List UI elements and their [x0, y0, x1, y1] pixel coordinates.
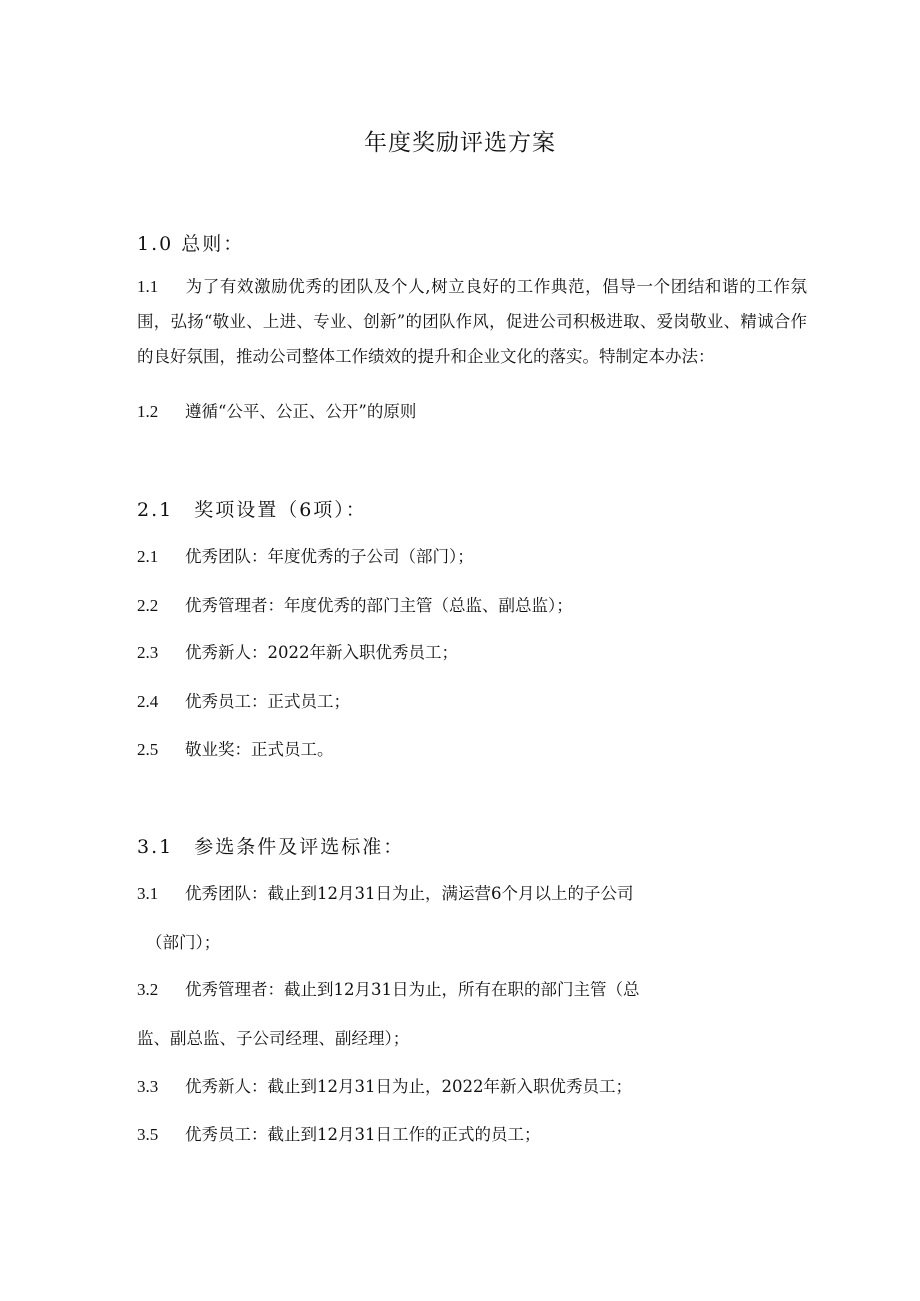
- item-number: 2.2: [137, 596, 159, 615]
- criteria-item: [137, 880, 634, 904]
- criteria-item: [137, 976, 640, 1000]
- item-number: 3.5: [137, 1125, 159, 1144]
- item-text: 优秀员工：截止到12月31日工作的正式的员工；: [185, 1125, 541, 1144]
- criteria-item: [137, 1121, 541, 1145]
- award-item: [137, 543, 474, 567]
- item-number: 3.3: [137, 1077, 159, 1096]
- award-item: [137, 688, 350, 712]
- award-item: [137, 592, 573, 616]
- criteria-item: [137, 1073, 632, 1097]
- item-number: 2.5: [137, 740, 159, 759]
- item-text: 优秀新人：截止到12月31日为止，2022年新入职优秀员工；: [185, 1077, 632, 1096]
- item-text: 遵循“公平、公正、公开”的原则: [185, 402, 417, 421]
- item-number: 2.4: [137, 692, 159, 711]
- paragraph-1-2: [137, 398, 416, 422]
- item-text: 优秀新人：2022年新入职优秀员工；: [185, 643, 458, 662]
- item-number: 1.1: [137, 277, 159, 296]
- item-text: 优秀员工：正式员工；: [185, 692, 350, 711]
- item-text: 优秀管理者：截止到12月31日为止，所有在职的部门主管（总: [185, 980, 640, 999]
- award-item: [137, 639, 458, 663]
- section-heading-criteria: 3.1 参选条件及评选标准：: [137, 836, 405, 858]
- item-text: 优秀团队：截止到12月31日为止，满运营6个月以上的子公司: [185, 884, 634, 903]
- criteria-item-continuation: 监、副总监、子公司经理、副经理）；: [137, 1029, 410, 1048]
- item-number: 3.2: [137, 980, 159, 999]
- section-heading-general: 1.0 总则：: [137, 233, 245, 255]
- item-number: 2.1: [137, 547, 159, 566]
- document-title: 年度奖励评选方案: [364, 130, 556, 156]
- criteria-item-continuation: （部门）；: [146, 933, 221, 952]
- item-number: 3.1: [137, 884, 159, 903]
- item-text: 优秀团队：年度优秀的子公司（部门）；: [185, 547, 474, 566]
- item-text: 敬业奖：正式员工。: [185, 740, 334, 759]
- item-number: 2.3: [137, 643, 159, 662]
- item-text: 优秀管理者：年度优秀的部门主管（总监、副总监）；: [185, 596, 573, 615]
- item-text: 为了有效激励优秀的团队及个人,树立良好的工作典范，倡导一个团结和谐的工作氛围，弘扬“敬业、上进、专业、创新”的团队作风，促进公司积极进取、爱岗敬业、精诚合作的良好氛围，推动公司整体工作绩效的提升和企业文化的落实。特制定本办法：: [137, 277, 807, 366]
- paragraph-1-1: [137, 269, 807, 374]
- award-item: [137, 736, 334, 760]
- item-number: 1.2: [137, 402, 159, 421]
- section-heading-awards: 2.1 奖项设置（6项）：: [137, 499, 367, 521]
